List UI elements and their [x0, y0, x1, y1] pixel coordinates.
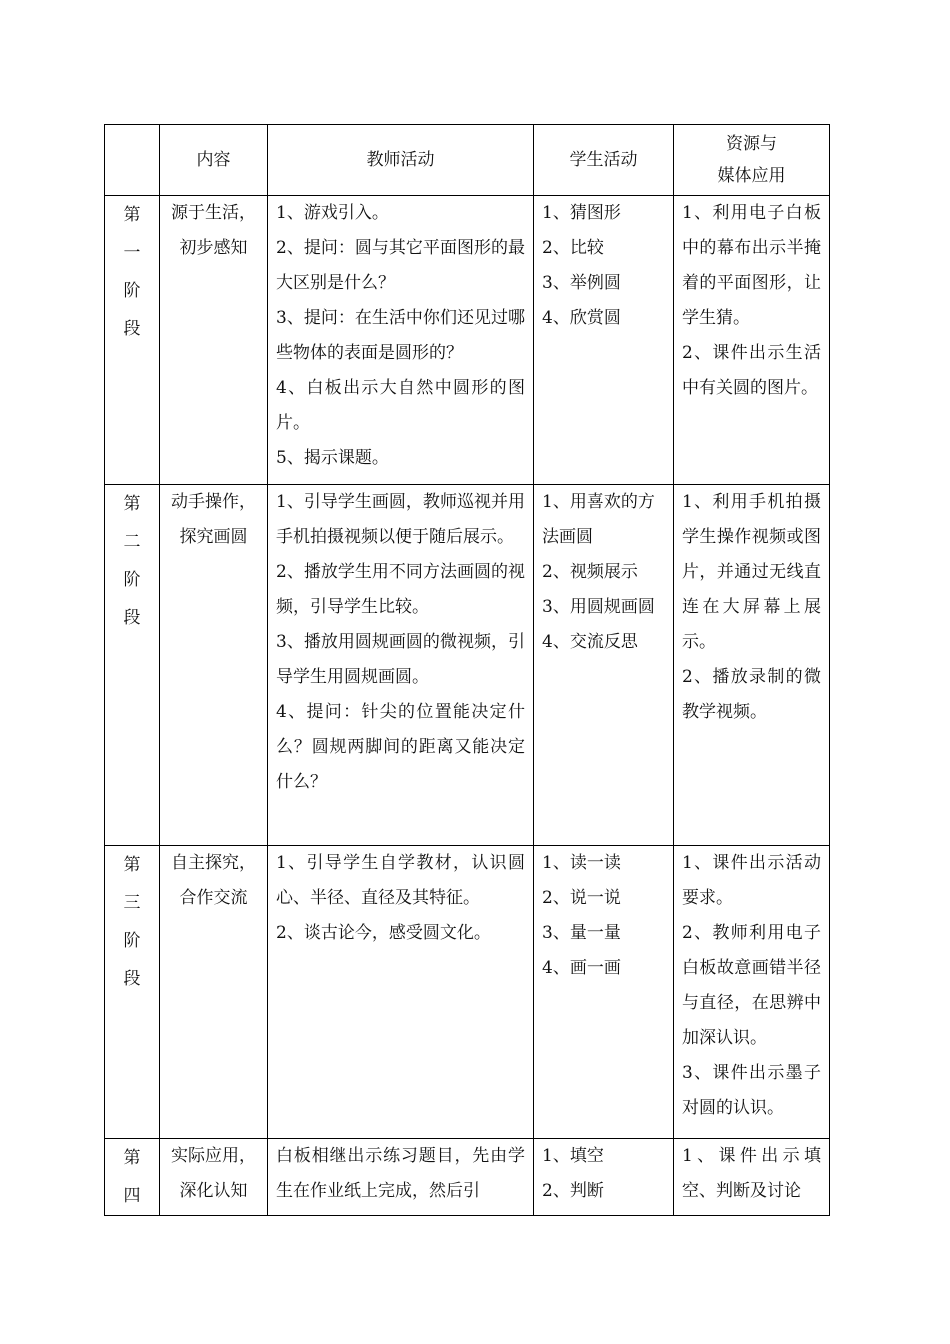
- teacher-item: 3、提问：在生活中你们还见过哪些物体的表面是圆形的？: [276, 308, 525, 363]
- teacher-item: 白板相继出示练习题目，先由学生在作业纸上完成，然后引: [276, 1146, 525, 1201]
- content-line: 探究画圆: [179, 527, 248, 547]
- student-item: 1、用喜欢的方法画圆: [542, 492, 655, 547]
- stage-char: 四: [123, 1186, 141, 1206]
- content-cell: [160, 1139, 268, 1216]
- table-row: [105, 1139, 830, 1216]
- header-media-cell: [674, 125, 830, 196]
- content-line: 源于生活，: [171, 203, 256, 223]
- student-item: 4、欣赏圆: [542, 308, 621, 328]
- header-media-line1: 资源与: [726, 134, 777, 154]
- content-line: 动手操作，: [171, 492, 256, 512]
- teacher-item: 2、谈古论今，感受圆文化。: [276, 923, 491, 943]
- teacher-item: 1、引导学生画圆，教师巡视并用手机拍摄视频以便于随后展示。: [276, 492, 525, 547]
- table-header-row: [105, 125, 830, 196]
- teacher-item: 3、播放用圆规画圆的微视频，引导学生用圆规画圆。: [276, 632, 525, 687]
- student-activity-cell: [534, 196, 674, 485]
- student-item: 2、判断: [542, 1181, 604, 1201]
- stage-char: 阶: [123, 281, 141, 301]
- stage-char: 段: [123, 608, 141, 628]
- media-item: 3、课件出示墨子对圆的认识。: [682, 1063, 821, 1118]
- table-row: [105, 196, 830, 485]
- student-activity-cell: [534, 485, 674, 846]
- student-activity-cell: [534, 1139, 674, 1216]
- stage-char: 阶: [123, 931, 141, 951]
- teacher-item: 2、播放学生用不同方法画圆的视频，引导学生比较。: [276, 562, 525, 617]
- student-item: 1、读一读: [542, 853, 621, 873]
- stage-char: 段: [123, 319, 141, 339]
- stage-char: 三: [123, 893, 141, 913]
- student-item: 2、视频展示: [542, 562, 638, 582]
- stage-char: 一: [123, 243, 141, 263]
- content-line: 初步感知: [179, 238, 248, 258]
- teacher-activity-cell: [268, 485, 534, 846]
- content-cell: [160, 196, 268, 485]
- content-cell: [160, 485, 268, 846]
- teacher-item: 2、提问：圆与其它平面图形的最大区别是什么？: [276, 238, 525, 293]
- teacher-activity-cell: [268, 1139, 534, 1216]
- content-cell: [160, 846, 268, 1139]
- content-line: 合作交流: [179, 888, 248, 908]
- stage-char: 第: [123, 1148, 141, 1168]
- stage-char: 第: [123, 205, 141, 225]
- content-line: 实际应用，: [171, 1146, 256, 1166]
- stage-cell: [105, 1139, 160, 1216]
- teacher-item: 1、游戏引入。: [276, 203, 389, 223]
- teacher-activity-cell: [268, 846, 534, 1139]
- media-item: 1、课件出示活动要求。: [682, 853, 821, 908]
- student-item: 1、填空: [542, 1146, 604, 1166]
- media-cell: [674, 846, 830, 1139]
- lesson-plan-table: [104, 124, 830, 1216]
- header-media-line2: 媒体应用: [717, 166, 786, 186]
- student-item: 2、比较: [542, 238, 604, 258]
- student-activity-cell: [534, 846, 674, 1139]
- stage-cell: [105, 846, 160, 1139]
- media-cell: [674, 1139, 830, 1216]
- media-item: 1、课件出示填空、判断及讨论: [682, 1146, 821, 1201]
- stage-char: 段: [123, 969, 141, 989]
- media-item: 1、利用手机拍摄学生操作视频或图片，并通过无线直连在大屏幕上展示。: [682, 492, 821, 652]
- stage-char: 第: [123, 855, 141, 875]
- teacher-item: 5、揭示课题。: [276, 448, 389, 468]
- teacher-activity-cell: [268, 196, 534, 485]
- student-item: 4、交流反思: [542, 632, 638, 652]
- teacher-item: 4、提问：针尖的位置能决定什么？圆规两脚间的距离又能决定什么？: [276, 702, 525, 792]
- header-content-cell: 内容: [160, 125, 268, 196]
- content-line: 自主探究，: [171, 853, 256, 873]
- header-teacher-cell: 教师活动: [268, 125, 534, 196]
- student-item: 4、画一画: [542, 958, 621, 978]
- header-stage-cell: [105, 125, 160, 196]
- stage-cell: [105, 196, 160, 485]
- stage-char: 第: [123, 494, 141, 514]
- table-row: [105, 846, 830, 1139]
- media-item: 2、课件出示生活中有关圆的图片。: [682, 343, 821, 398]
- media-item: 2、教师利用电子白板故意画错半径与直径，在思辨中加深认识。: [682, 923, 821, 1048]
- media-item: 2、播放录制的微教学视频。: [682, 667, 821, 722]
- content-line: 深化认知: [179, 1181, 248, 1201]
- media-cell: [674, 485, 830, 846]
- student-item: 3、举例圆: [542, 273, 621, 293]
- table-row: [105, 485, 830, 846]
- stage-char: 阶: [123, 570, 141, 590]
- teacher-item: 4、白板出示大自然中圆形的图片。: [276, 378, 525, 433]
- student-item: 3、量一量: [542, 923, 621, 943]
- stage-char: 二: [123, 532, 141, 552]
- media-item: 1、利用电子白板中的幕布出示半掩着的平面图形，让学生猜。: [682, 203, 821, 328]
- student-item: 1、猜图形: [542, 203, 621, 223]
- media-cell: [674, 196, 830, 485]
- student-item: 3、用圆规画圆: [542, 597, 655, 617]
- header-student-cell: 学生活动: [534, 125, 674, 196]
- stage-cell: [105, 485, 160, 846]
- teacher-item: 1、引导学生自学教材，认识圆心、半径、直径及其特征。: [276, 853, 525, 908]
- student-item: 2、说一说: [542, 888, 621, 908]
